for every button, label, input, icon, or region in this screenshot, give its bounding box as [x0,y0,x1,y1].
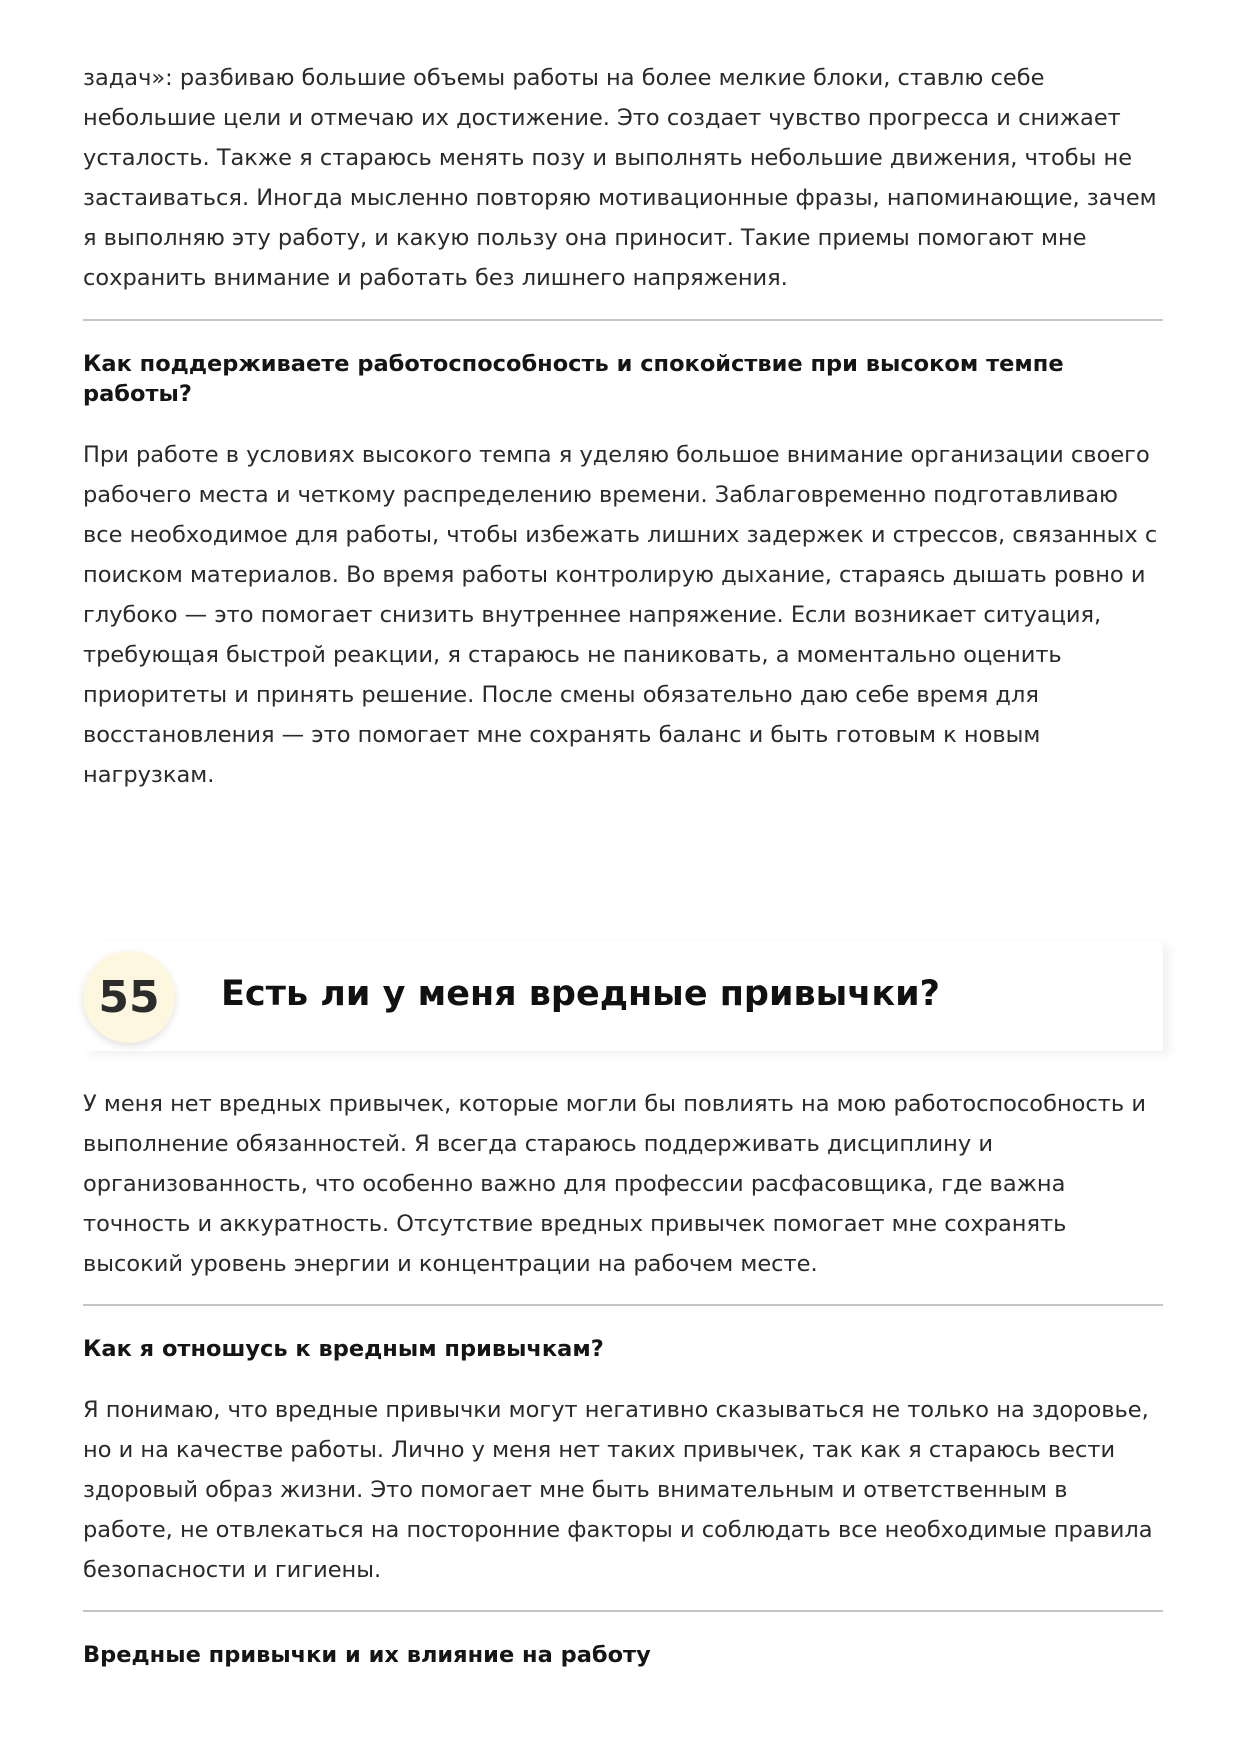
divider [83,319,1163,321]
document-page [83,58,1163,1670]
subsection-paragraph: При работе в условиях высокого темпа я уделяю большое внимание организации своего рабочего места и четкому распределению времени. Заблаговременно подготавливаю все необходимое для работы, чтобы избежать лишних задержек и стрессов, связанных с поиском материалов. Во время работы контролирую дыхание, стараясь дышать ровно и глубоко — это помогает снизить внутреннее напряжение. Если возникает ситуация, требующая быстрой реакции, я стараюсь не паниковать, а моментально оценить приоритеты и принять решение. После смены обязательно даю себе время для восстановления — это помогает мне сохранять баланс и быть готовым к новым нагрузкам. [83,442,1158,788]
section-header [83,941,1163,1051]
subsection-heading: Как я отношусь к вредным привычкам? [83,1336,604,1362]
section-number-badge: 55 [83,951,175,1043]
section-title: Есть ли у меня вредные привычки? [221,974,940,1014]
subsection-paragraph: Я понимаю, что вредные привычки могут негативно сказываться не только на здоровье, но и на качестве работы. Лично у меня нет таких привычек, так как я стараюсь вести здоровый образ жизни. Это помогает мне быть внимательным и ответственным в работе, не отвлекаться на посторонние факторы и соблюдать все необходимые правила безопасности и гигиены. [83,1397,1153,1583]
divider [83,1610,1163,1612]
divider [83,1304,1163,1306]
intro-paragraph: задач»: разбиваю большие объемы работы на более мелкие блоки, ставлю себе небольшие цели и отмечаю их достижение. Это создает чувство прогресса и снижает усталость. Также я стараюсь менять позу и выполнять небольшие движения, чтобы не застаиваться. Иногда мысленно повторяю мотивационные фразы, напоминающие, зачем я выполняю эту работу, и какую пользу она приносит. Такие приемы помогают мне сохранить внимание и работать без лишнего напряжения. [83,65,1157,291]
subsection-heading: Как поддерживаете работоспособность и спокойствие при высоком темпе работы? [83,351,1064,407]
subsection-heading: Вредные привычки и их влияние на работу [83,1642,651,1668]
section-paragraph: У меня нет вредных привычек, которые могли бы повлиять на мою работоспособность и выполнение обязанностей. Я всегда стараюсь поддерживать дисциплину и организованность, что особенно важно для профессии расфасовщика, где важна точность и аккуратность. Отсутствие вредных привычек помогает мне сохранять высокий уровень энергии и концентрации на рабочем месте. [83,1091,1146,1277]
